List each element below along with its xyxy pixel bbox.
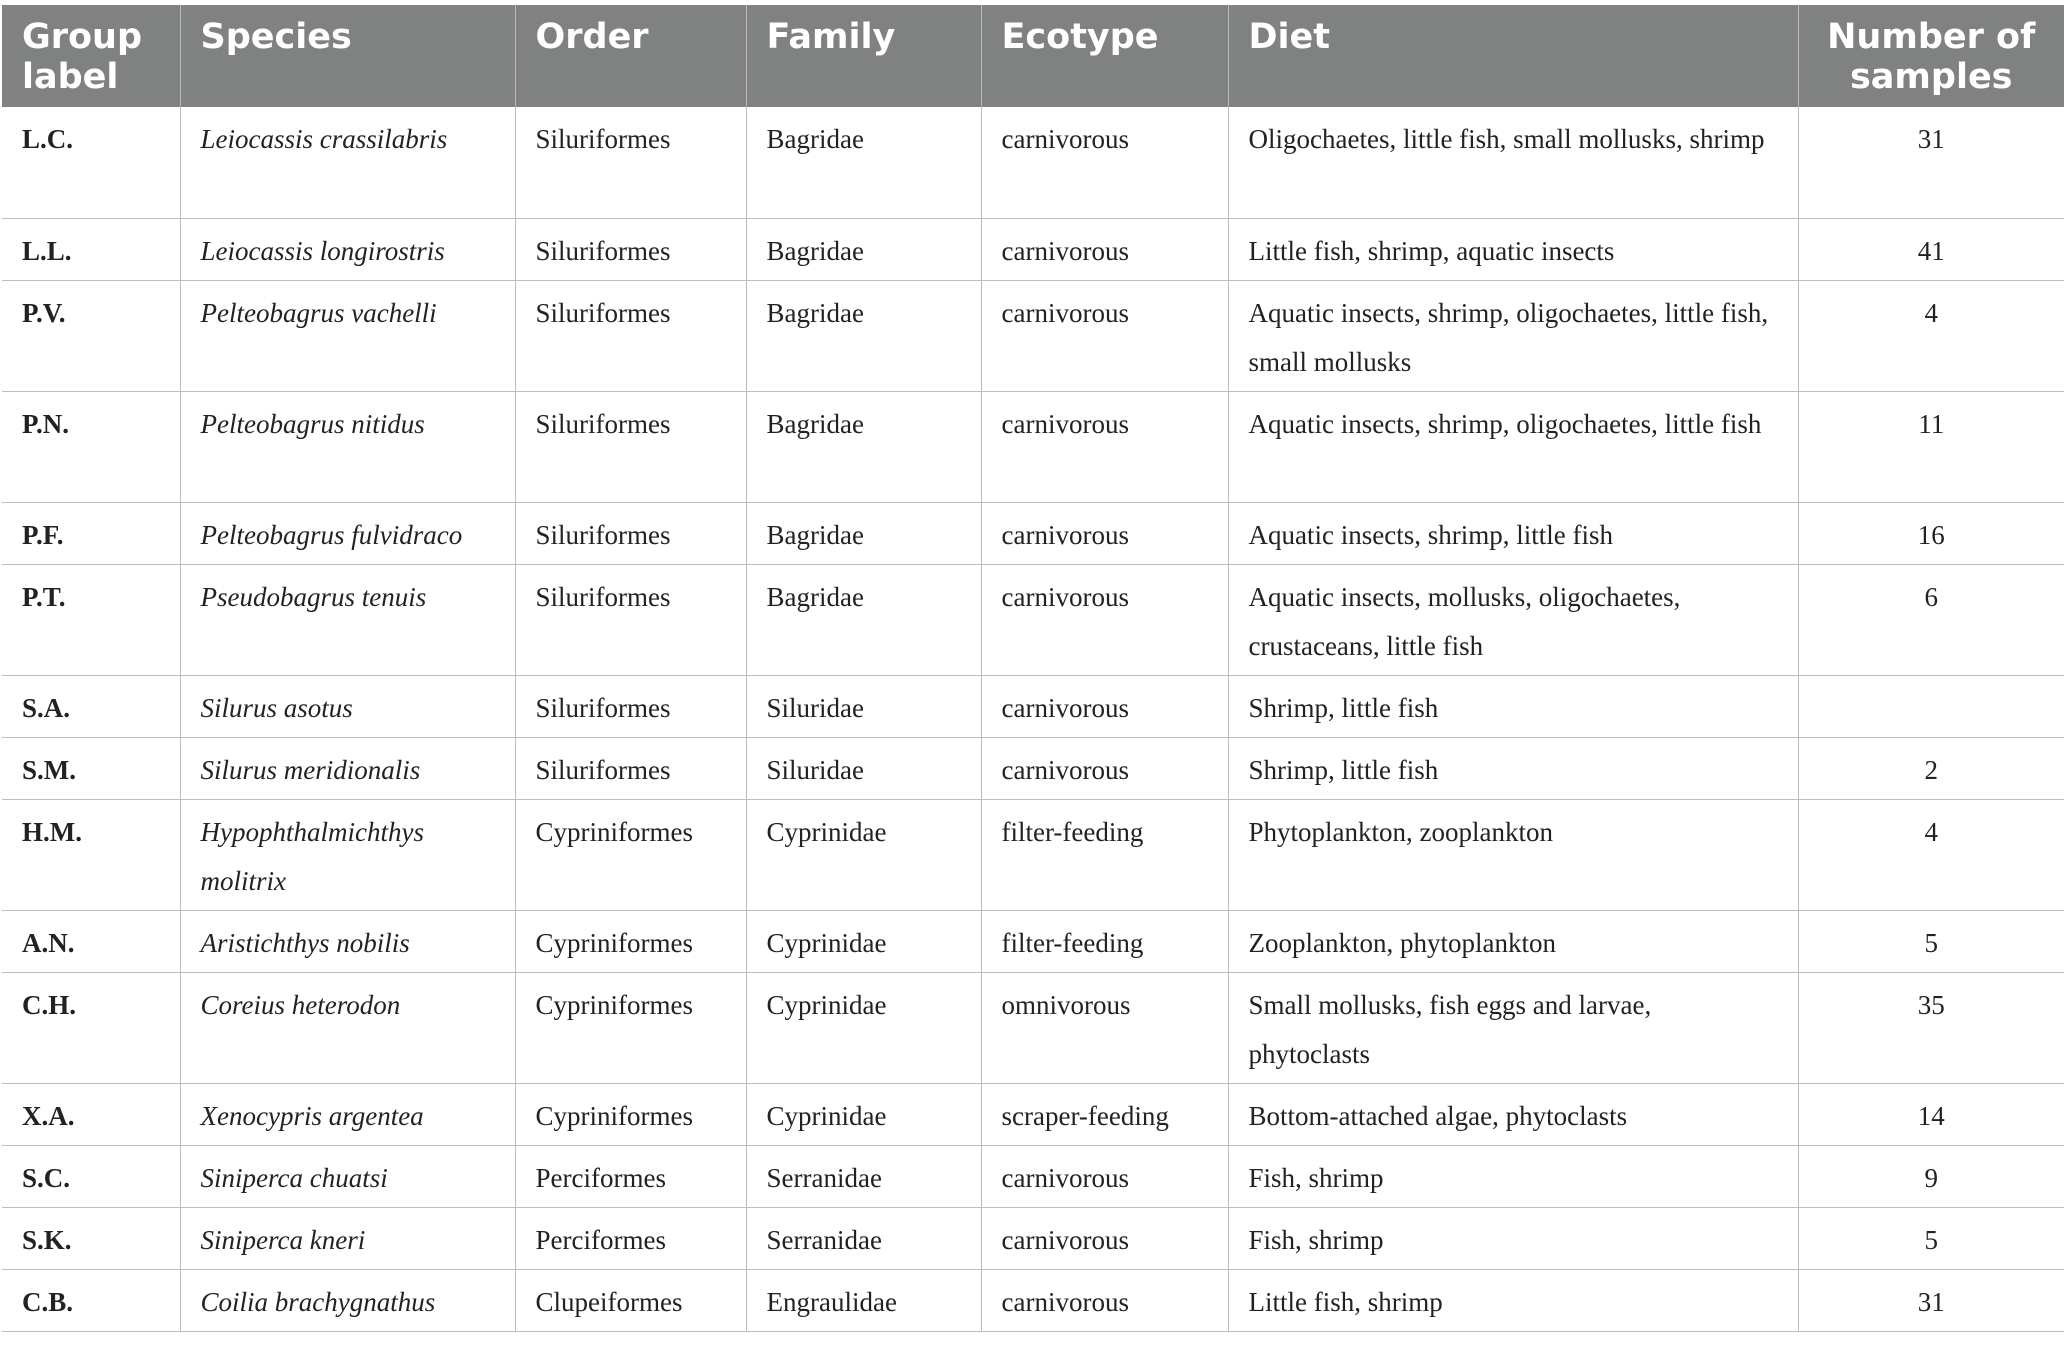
cell-species: Pelteobagrus fulvidraco xyxy=(180,502,515,564)
cell-ecotype: carnivorous xyxy=(981,1145,1228,1207)
table-row xyxy=(2,910,2064,972)
species-table xyxy=(2,5,2064,1332)
cell-order: Siluriformes xyxy=(515,675,746,737)
cell-species: Leiocassis longirostris xyxy=(180,218,515,280)
cell-ecotype: carnivorous xyxy=(981,737,1228,799)
cell-diet: Shrimp, little fish xyxy=(1228,737,1798,799)
cell-group-label: C.H. xyxy=(2,972,180,1083)
cell-diet: Little fish, shrimp xyxy=(1228,1269,1798,1331)
cell-order: Siluriformes xyxy=(515,502,746,564)
cell-group-label: P.V. xyxy=(2,280,180,391)
table-row xyxy=(2,1083,2064,1145)
cell-group-label: A.N. xyxy=(2,910,180,972)
cell-order: Clupeiformes xyxy=(515,1269,746,1331)
cell-order: Siluriformes xyxy=(515,107,746,218)
cell-species: Pelteobagrus nitidus xyxy=(180,391,515,502)
cell-group-label: C.B. xyxy=(2,1269,180,1331)
cell-species: Siniperca kneri xyxy=(180,1207,515,1269)
cell-order: Perciformes xyxy=(515,1207,746,1269)
cell-species: Xenocypris argentea xyxy=(180,1083,515,1145)
cell-order: Cypriniformes xyxy=(515,799,746,910)
cell-group-label: S.A. xyxy=(2,675,180,737)
cell-number-of-samples: 4 xyxy=(1798,280,2064,391)
table-row xyxy=(2,391,2064,502)
cell-ecotype: carnivorous xyxy=(981,391,1228,502)
cell-group-label: L.C. xyxy=(2,107,180,218)
cell-order: Cypriniformes xyxy=(515,910,746,972)
cell-group-label: P.N. xyxy=(2,391,180,502)
cell-order: Siluriformes xyxy=(515,280,746,391)
header-family: Family xyxy=(746,5,981,107)
cell-ecotype: carnivorous xyxy=(981,218,1228,280)
cell-order: Cypriniformes xyxy=(515,972,746,1083)
cell-species: Coreius heterodon xyxy=(180,972,515,1083)
cell-group-label: S.C. xyxy=(2,1145,180,1207)
cell-family: Bagridae xyxy=(746,107,981,218)
cell-family: Bagridae xyxy=(746,280,981,391)
cell-species: Hypophthalmichthys molitrix xyxy=(180,799,515,910)
cell-family: Siluridae xyxy=(746,737,981,799)
table-row xyxy=(2,1145,2064,1207)
cell-ecotype: carnivorous xyxy=(981,107,1228,218)
cell-group-label: S.K. xyxy=(2,1207,180,1269)
cell-diet: Bottom-attached algae, phytoclasts xyxy=(1228,1083,1798,1145)
cell-number-of-samples: 41 xyxy=(1798,218,2064,280)
cell-group-label: P.F. xyxy=(2,502,180,564)
cell-family: Cyprinidae xyxy=(746,972,981,1083)
table-row xyxy=(2,502,2064,564)
cell-diet: Fish, shrimp xyxy=(1228,1145,1798,1207)
cell-number-of-samples: 5 xyxy=(1798,1207,2064,1269)
cell-diet: Shrimp, little fish xyxy=(1228,675,1798,737)
cell-species: Silurus meridionalis xyxy=(180,737,515,799)
table-row xyxy=(2,972,2064,1083)
table-row xyxy=(2,675,2064,737)
header-order: Order xyxy=(515,5,746,107)
cell-diet: Little fish, shrimp, aquatic insects xyxy=(1228,218,1798,280)
table-row xyxy=(2,1269,2064,1331)
cell-group-label: P.T. xyxy=(2,564,180,675)
cell-diet: Fish, shrimp xyxy=(1228,1207,1798,1269)
cell-family: Bagridae xyxy=(746,502,981,564)
cell-number-of-samples: 31 xyxy=(1798,107,2064,218)
cell-ecotype: carnivorous xyxy=(981,1207,1228,1269)
cell-species: Pelteobagrus vachelli xyxy=(180,280,515,391)
cell-diet: Oligochaetes, little fish, small mollusks, shrimp xyxy=(1228,107,1798,218)
cell-diet: Aquatic insects, shrimp, little fish xyxy=(1228,502,1798,564)
cell-family: Cyprinidae xyxy=(746,1083,981,1145)
cell-number-of-samples: 14 xyxy=(1798,1083,2064,1145)
cell-family: Cyprinidae xyxy=(746,799,981,910)
cell-group-label: H.M. xyxy=(2,799,180,910)
table-row xyxy=(2,107,2064,218)
header-number-of-samples: Number of samples xyxy=(1798,5,2064,107)
cell-order: Siluriformes xyxy=(515,564,746,675)
cell-order: Cypriniformes xyxy=(515,1083,746,1145)
header-species: Species xyxy=(180,5,515,107)
cell-number-of-samples: 2 xyxy=(1798,737,2064,799)
cell-ecotype: scraper-feeding xyxy=(981,1083,1228,1145)
cell-number-of-samples: 11 xyxy=(1798,391,2064,502)
table-row xyxy=(2,737,2064,799)
cell-number-of-samples: 6 xyxy=(1798,564,2064,675)
cell-ecotype: carnivorous xyxy=(981,502,1228,564)
table-row xyxy=(2,799,2064,910)
cell-order: Siluriformes xyxy=(515,391,746,502)
cell-family: Bagridae xyxy=(746,218,981,280)
cell-species: Siniperca chuatsi xyxy=(180,1145,515,1207)
cell-family: Serranidae xyxy=(746,1145,981,1207)
cell-number-of-samples: 35 xyxy=(1798,972,2064,1083)
cell-family: Engraulidae xyxy=(746,1269,981,1331)
cell-group-label: S.M. xyxy=(2,737,180,799)
table-row xyxy=(2,280,2064,391)
table-body xyxy=(2,107,2064,1331)
cell-order: Siluriformes xyxy=(515,737,746,799)
cell-ecotype: carnivorous xyxy=(981,1269,1228,1331)
cell-diet: Phytoplankton, zooplankton xyxy=(1228,799,1798,910)
cell-number-of-samples: 16 xyxy=(1798,502,2064,564)
cell-ecotype: omnivorous xyxy=(981,972,1228,1083)
cell-species: Aristichthys nobilis xyxy=(180,910,515,972)
cell-diet: Zooplankton, phytoplankton xyxy=(1228,910,1798,972)
cell-ecotype: filter-feeding xyxy=(981,799,1228,910)
header-diet: Diet xyxy=(1228,5,1798,107)
cell-species: Coilia brachygnathus xyxy=(180,1269,515,1331)
cell-number-of-samples: 9 xyxy=(1798,1145,2064,1207)
cell-number-of-samples: 5 xyxy=(1798,910,2064,972)
cell-species: Pseudobagrus tenuis xyxy=(180,564,515,675)
header-ecotype: Ecotype xyxy=(981,5,1228,107)
cell-family: Cyprinidae xyxy=(746,910,981,972)
cell-family: Bagridae xyxy=(746,564,981,675)
cell-order: Siluriformes xyxy=(515,218,746,280)
table-row xyxy=(2,564,2064,675)
cell-diet: Aquatic insects, shrimp, oligochaetes, little fish, small mollusks xyxy=(1228,280,1798,391)
cell-diet: Aquatic insects, shrimp, oligochaetes, little fish xyxy=(1228,391,1798,502)
cell-ecotype: filter-feeding xyxy=(981,910,1228,972)
header-row xyxy=(2,5,2064,107)
cell-number-of-samples: 31 xyxy=(1798,1269,2064,1331)
cell-ecotype: carnivorous xyxy=(981,675,1228,737)
cell-ecotype: carnivorous xyxy=(981,280,1228,391)
cell-family: Bagridae xyxy=(746,391,981,502)
table-row xyxy=(2,218,2064,280)
cell-diet: Aquatic insects, mollusks, oligochaetes, crustaceans, little fish xyxy=(1228,564,1798,675)
cell-diet: Small mollusks, fish eggs and larvae, phytoclasts xyxy=(1228,972,1798,1083)
cell-number-of-samples: 4 xyxy=(1798,799,2064,910)
cell-group-label: L.L. xyxy=(2,218,180,280)
cell-family: Siluridae xyxy=(746,675,981,737)
cell-family: Serranidae xyxy=(746,1207,981,1269)
header-group-label: Group label xyxy=(2,5,180,107)
cell-group-label: X.A. xyxy=(2,1083,180,1145)
cell-species: Silurus asotus xyxy=(180,675,515,737)
cell-number-of-samples xyxy=(1798,675,2064,737)
cell-species: Leiocassis crassilabris xyxy=(180,107,515,218)
cell-order: Perciformes xyxy=(515,1145,746,1207)
cell-ecotype: carnivorous xyxy=(981,564,1228,675)
table-row xyxy=(2,1207,2064,1269)
